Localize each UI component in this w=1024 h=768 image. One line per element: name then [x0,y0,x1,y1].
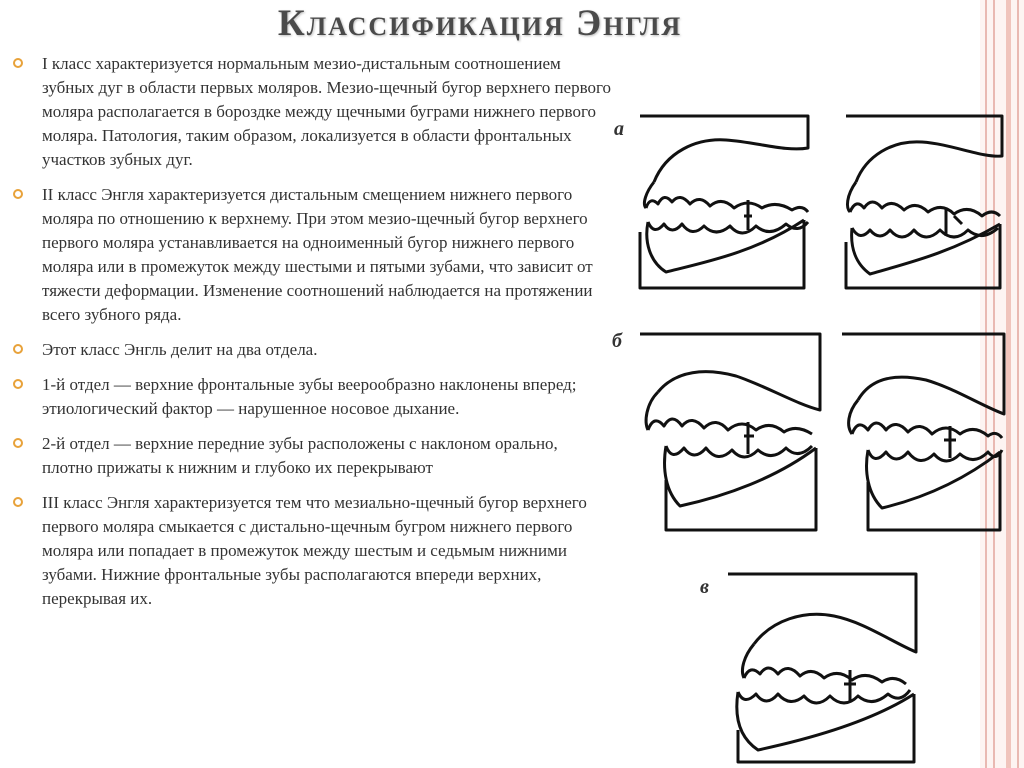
bullet-text: Этот класс Энгль делит на два отдела. [42,340,318,359]
jaw-illustration-class1-a [636,112,824,292]
jaw-illustration-class2-a [636,330,826,536]
bullet-icon [12,378,24,390]
bullet-icon [12,437,24,449]
list-item [12,338,612,362]
bullet-text: I класс характеризуется нормальным мезио-дистальным соотношением зубных дуг в области первых моляров. Мезио-щечный бугор верхнего первого моляра располагается в бороздке между щечными буграми нижнего первого моляра. Патология, таким образом, локализуется в области фронтальных участков зубных дуг. [42,54,612,169]
list-item [12,183,612,327]
bullet-text: 1-й отдел — верхние фронтальные зубы веерообразно наклонены вперед; этиологический фактор — нарушенное носовое дыхание. [42,375,577,418]
jaw-illustration-class3 [724,570,924,766]
bullet-icon [12,496,24,508]
bullet-icon [12,57,24,69]
bullet-text: 2-й отдел — верхние передние зубы расположены с наклоном орально, плотно прижаты к нижним и глубоко их перекрывают [42,434,558,477]
bullet-icon [12,188,24,200]
bullet-list [12,52,612,622]
bullet-icon [12,343,24,355]
jaw-illustration-class1-b [842,112,1008,292]
list-item [12,373,612,421]
list-item [12,52,612,172]
page-title: Классификация Энгля [277,3,683,44]
figure-label-v: в [700,576,709,598]
bullet-text: III класс Энгля характеризуется тем что мезиально-щечный бугор верхнего первого моляра смыкается с дистально-щечным бугром нижнего первого моляра или попадает в промежуток между шестым и седьмым нижними зубами. Нижние фронтальные зубы располагаются впереди верхних, перекрывая их. [42,493,587,608]
list-item [12,432,612,480]
figure-label-a: а [614,118,624,140]
figure-label-b: б [612,330,622,352]
list-item [12,491,612,611]
jaw-illustration-class2-b [838,330,1010,536]
bullet-text: II класс Энгля характеризуется дистальным смещением нижнего первого моляра по отношению к верхнему. При этом мезио-щечный бугор верхнего первого моляра устанавливается на одноименный бугор нижнего первого моляра или в промежуток между шестыми и пятыми зубами, что зависит от тяжести деформации. Изменение соотношений наблюдается на протяжении всего зубного ряда. [42,185,593,324]
